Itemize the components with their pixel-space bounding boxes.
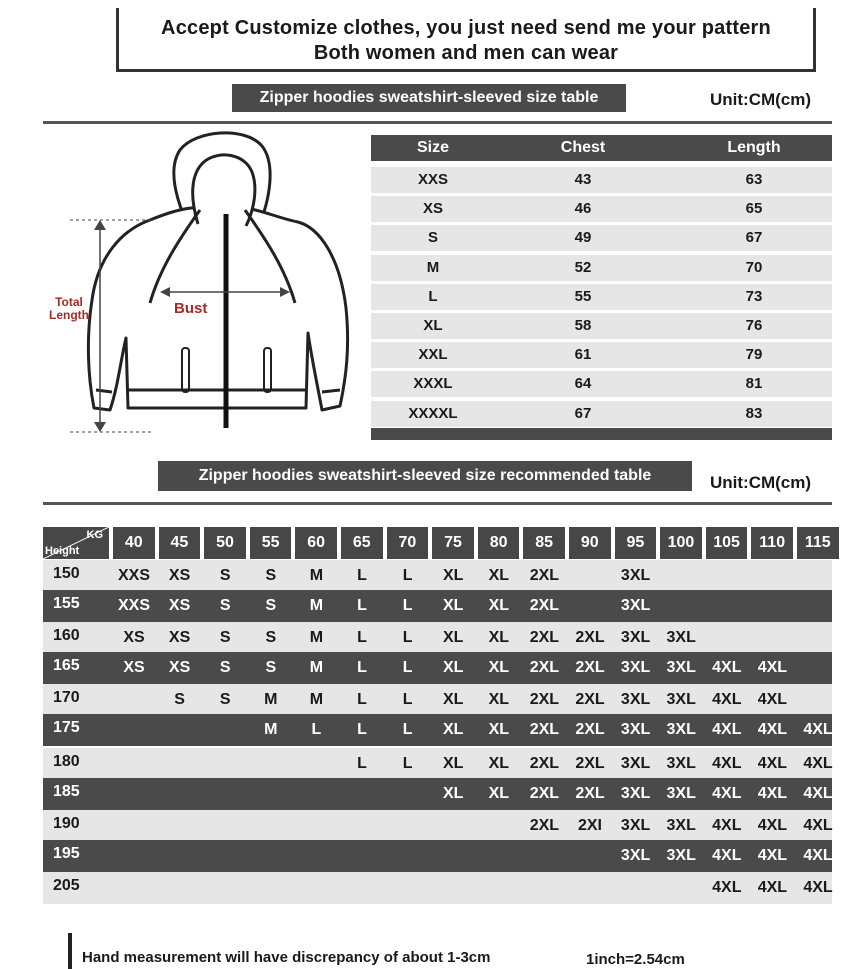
size-cell: XXS bbox=[117, 567, 150, 584]
size-cell: XS bbox=[168, 659, 191, 676]
size-table-title: Zipper hoodies sweatshirt-sleeved size table bbox=[232, 84, 626, 112]
size-cell: L bbox=[402, 629, 413, 646]
size-table-cell: XL bbox=[423, 317, 443, 334]
size-cell: S bbox=[265, 629, 277, 646]
size-cell: L bbox=[311, 721, 322, 738]
size-cell: S bbox=[219, 629, 231, 646]
weight-header: 105 bbox=[706, 527, 748, 559]
banner-line-2: Both women and men can wear bbox=[313, 42, 619, 64]
height-label: 205 bbox=[53, 877, 80, 894]
size-table-cell: 76 bbox=[745, 317, 763, 334]
size-table-cell: 55 bbox=[574, 287, 592, 305]
size-cell: 3XL bbox=[620, 691, 651, 708]
size-table-row bbox=[371, 167, 832, 193]
table-row bbox=[43, 714, 832, 746]
table-row bbox=[43, 810, 832, 842]
size-cell: 2XL bbox=[529, 567, 560, 584]
size-cell: 4XL bbox=[757, 879, 788, 896]
size-cell: XL bbox=[442, 629, 464, 646]
size-cell: XL bbox=[442, 755, 464, 772]
size-cell: M bbox=[309, 659, 324, 676]
size-cell: 3XL bbox=[620, 659, 651, 676]
size-cell: 2XL bbox=[529, 597, 560, 614]
table-row bbox=[43, 560, 832, 592]
corner-height-label: Height bbox=[45, 545, 80, 557]
size-cell: L bbox=[357, 659, 367, 676]
size-cell: M bbox=[264, 721, 278, 738]
size-cell: XS bbox=[168, 567, 191, 584]
weight-header: 40 bbox=[113, 527, 155, 559]
table-row bbox=[43, 622, 832, 654]
size-cell: L bbox=[357, 721, 367, 738]
size-cell: S bbox=[174, 691, 185, 708]
size-cell: 3XL bbox=[666, 847, 696, 864]
size-table-cell: 58 bbox=[574, 317, 592, 334]
size-cell: S bbox=[219, 691, 231, 708]
height-label: 165 bbox=[53, 657, 80, 674]
size-table-cell: Size bbox=[416, 139, 449, 156]
size-cell: 4XL bbox=[712, 817, 742, 834]
size-cell: L bbox=[357, 755, 367, 772]
size-cell: 4XL bbox=[757, 817, 788, 834]
footer-note: Hand measurement will have discrepancy of about 1-3cm bbox=[82, 949, 491, 966]
size-table-cell: XXXXL bbox=[408, 404, 458, 422]
size-cell: XL bbox=[488, 755, 510, 772]
size-cell: 4XL bbox=[803, 879, 833, 896]
height-label: 155 bbox=[53, 595, 80, 612]
total-length-label: Total Length bbox=[49, 295, 89, 322]
table-row bbox=[43, 684, 832, 716]
size-cell: XXS bbox=[117, 597, 150, 614]
size-cell: XL bbox=[442, 721, 464, 738]
size-table-cell: M bbox=[426, 258, 440, 276]
weight-header: 45 bbox=[159, 527, 201, 559]
size-table-header bbox=[371, 135, 832, 161]
size-cell: 3XL bbox=[620, 755, 651, 772]
size-table-row bbox=[371, 196, 832, 222]
size-cell: L bbox=[402, 691, 413, 708]
size-cell: M bbox=[309, 567, 324, 584]
weight-header: 65 bbox=[341, 527, 383, 559]
height-label: 160 bbox=[53, 627, 80, 644]
size-cell: 4XL bbox=[712, 879, 742, 896]
size-table-cell: 46 bbox=[574, 200, 592, 218]
size-cell: 4XL bbox=[712, 785, 742, 802]
size-cell: 3XL bbox=[620, 567, 651, 584]
size-cell: 4XL bbox=[803, 755, 833, 772]
size-table-cell: 81 bbox=[745, 375, 763, 393]
size-table-row bbox=[371, 401, 832, 427]
size-cell: 3XL bbox=[620, 721, 651, 738]
height-label: 190 bbox=[53, 815, 80, 832]
size-cell: XS bbox=[168, 597, 191, 614]
size-table-cell: 63 bbox=[745, 171, 763, 188]
size-table-cell: XXL bbox=[418, 346, 448, 364]
table-row bbox=[43, 872, 832, 904]
size-cell: XL bbox=[442, 785, 464, 802]
size-cell: 2XL bbox=[529, 659, 560, 676]
recommend-table-unit: Unit:CM(cm) bbox=[710, 473, 812, 492]
top-banner bbox=[116, 8, 816, 72]
size-cell: 4XL bbox=[712, 847, 742, 864]
size-cell: 4XL bbox=[712, 721, 742, 738]
table-row bbox=[43, 590, 832, 622]
table-row bbox=[43, 840, 832, 872]
divider-middle bbox=[43, 502, 832, 505]
size-cell: M bbox=[309, 691, 324, 708]
size-table-cell: Chest bbox=[560, 139, 606, 156]
size-cell: 2XL bbox=[575, 691, 605, 708]
weight-header: 115 bbox=[797, 527, 839, 559]
size-table-row bbox=[371, 313, 832, 339]
size-table-unit: Unit:CM(cm) bbox=[710, 90, 812, 109]
size-cell: 4XL bbox=[757, 785, 788, 802]
size-table-cell: Length bbox=[727, 139, 781, 156]
size-cell: L bbox=[402, 755, 413, 772]
height-label: 195 bbox=[53, 845, 80, 862]
size-table-cell: 70 bbox=[745, 258, 763, 276]
size-cell: 4XL bbox=[757, 659, 788, 676]
size-cell: 3XL bbox=[620, 847, 651, 864]
bust-label: Bust bbox=[174, 300, 208, 317]
size-table-footer-band bbox=[371, 428, 832, 440]
size-cell: L bbox=[402, 597, 413, 614]
height-label: 180 bbox=[53, 753, 80, 770]
size-cell: 4XL bbox=[803, 721, 833, 738]
footer-bar bbox=[68, 933, 72, 969]
size-cell: S bbox=[265, 659, 277, 676]
size-cell: XL bbox=[442, 691, 464, 708]
size-table-cell: 67 bbox=[745, 229, 763, 247]
size-cell: XL bbox=[488, 785, 510, 802]
size-cell: L bbox=[402, 659, 413, 676]
size-cell: XS bbox=[123, 659, 145, 676]
size-cell: 4XL bbox=[712, 691, 742, 708]
size-cell: M bbox=[264, 691, 278, 708]
size-cell: 3XL bbox=[620, 597, 651, 614]
weight-header: 75 bbox=[432, 527, 474, 559]
size-table-cell: 61 bbox=[574, 346, 592, 364]
size-cell: XL bbox=[442, 567, 464, 584]
size-cell: 2XL bbox=[575, 721, 605, 738]
size-cell: XL bbox=[488, 629, 510, 646]
size-cell: 2XL bbox=[575, 785, 605, 802]
size-cell: 2XL bbox=[575, 659, 605, 676]
weight-header: 60 bbox=[295, 527, 337, 559]
size-cell: 4XL bbox=[803, 817, 833, 834]
size-table-cell: XS bbox=[422, 200, 443, 218]
table-row bbox=[43, 748, 832, 780]
size-table-cell: 83 bbox=[745, 404, 763, 422]
size-cell: 4XL bbox=[757, 721, 788, 738]
size-cell: S bbox=[219, 597, 231, 614]
size-table-cell: 52 bbox=[574, 258, 592, 276]
size-table-row bbox=[371, 371, 832, 397]
weight-header: 70 bbox=[387, 527, 429, 559]
size-table-row bbox=[371, 342, 832, 368]
size-table-cell: 43 bbox=[574, 171, 592, 188]
divider-top bbox=[43, 121, 832, 124]
size-table-cell: XXXL bbox=[413, 375, 453, 393]
size-cell: S bbox=[265, 567, 277, 584]
height-label: 185 bbox=[53, 783, 80, 800]
size-cell: 4XL bbox=[757, 691, 788, 708]
size-cell: L bbox=[357, 691, 367, 708]
size-cell: 4XL bbox=[757, 755, 788, 772]
height-label: 170 bbox=[53, 689, 80, 706]
size-cell: 2XL bbox=[529, 785, 560, 802]
size-cell: 3XL bbox=[666, 817, 696, 834]
size-table-cell: 49 bbox=[574, 229, 592, 247]
corner-kg-label: KG bbox=[86, 529, 103, 541]
size-cell: 4XL bbox=[712, 755, 742, 772]
weight-header: 100 bbox=[660, 527, 702, 559]
size-table-cell: L bbox=[428, 287, 438, 305]
size-cell: L bbox=[402, 567, 413, 584]
size-cell: XL bbox=[488, 691, 510, 708]
size-cell: M bbox=[309, 597, 324, 614]
size-cell: 3XL bbox=[620, 817, 651, 834]
size-cell: 3XL bbox=[620, 629, 651, 646]
weight-header: 55 bbox=[250, 527, 292, 559]
size-table-row bbox=[371, 284, 832, 310]
weight-header: 85 bbox=[523, 527, 565, 559]
size-cell: M bbox=[309, 629, 324, 646]
size-cell: 3XL bbox=[666, 721, 696, 738]
weight-header: 110 bbox=[751, 527, 793, 559]
height-label: 150 bbox=[53, 565, 80, 582]
size-cell: 2XL bbox=[529, 691, 560, 708]
banner-line-1: Accept Customize clothes, you just need send me your pattern bbox=[161, 17, 771, 39]
size-cell: 2XL bbox=[529, 629, 560, 646]
size-cell: 4XL bbox=[803, 847, 833, 864]
size-cell: 2XI bbox=[577, 817, 602, 834]
size-table-row bbox=[371, 255, 832, 281]
size-cell: 3XL bbox=[666, 629, 696, 646]
size-cell: 2XL bbox=[529, 817, 560, 834]
size-cell: 2XL bbox=[575, 755, 605, 772]
weight-header: 95 bbox=[615, 527, 657, 559]
size-table-cell: XXS bbox=[417, 171, 448, 188]
size-table-cell: 79 bbox=[745, 346, 763, 364]
size-table-row bbox=[371, 225, 832, 251]
size-cell: 4XL bbox=[712, 659, 742, 676]
size-cell: L bbox=[357, 567, 367, 584]
height-label: 175 bbox=[53, 719, 80, 736]
size-table-cell: 67 bbox=[574, 404, 592, 422]
size-cell: S bbox=[219, 567, 231, 584]
weight-header: 50 bbox=[204, 527, 246, 559]
size-cell: 3XL bbox=[666, 785, 696, 802]
size-cell: XL bbox=[488, 597, 510, 614]
size-cell: XL bbox=[488, 721, 510, 738]
size-cell: XL bbox=[442, 659, 464, 676]
size-cell: 3XL bbox=[666, 691, 696, 708]
size-table-cell: S bbox=[427, 229, 438, 247]
size-cell: XL bbox=[488, 659, 510, 676]
size-table-cell: 65 bbox=[745, 200, 763, 218]
size-cell: 3XL bbox=[666, 659, 696, 676]
size-cell: 3XL bbox=[620, 785, 651, 802]
size-table-cell: 64 bbox=[574, 375, 592, 393]
size-cell: L bbox=[357, 597, 367, 614]
hoodie-diagram bbox=[40, 128, 370, 438]
corner-cell bbox=[43, 527, 109, 559]
size-cell: XS bbox=[123, 629, 145, 646]
size-cell: S bbox=[265, 597, 277, 614]
size-cell: 2XL bbox=[529, 721, 560, 738]
weight-header: 90 bbox=[569, 527, 611, 559]
size-table-cell: 73 bbox=[745, 287, 763, 305]
size-cell: XL bbox=[488, 567, 510, 584]
recommend-table-title: Zipper hoodies sweatshirt-sleeved size recommended table bbox=[158, 461, 692, 491]
table-row bbox=[43, 652, 832, 684]
size-cell: XS bbox=[168, 629, 191, 646]
size-cell: 4XL bbox=[803, 785, 833, 802]
size-cell: 2XL bbox=[575, 629, 605, 646]
size-cell: XL bbox=[442, 597, 464, 614]
table-row bbox=[43, 778, 832, 810]
footer-conversion: 1inch=2.54cm bbox=[586, 951, 685, 968]
size-cell: L bbox=[357, 629, 367, 646]
size-cell: 4XL bbox=[757, 847, 788, 864]
size-cell: 2XL bbox=[529, 755, 560, 772]
size-cell: L bbox=[402, 721, 413, 738]
weight-header: 80 bbox=[478, 527, 520, 559]
size-cell: 3XL bbox=[666, 755, 696, 772]
size-cell: S bbox=[219, 659, 231, 676]
